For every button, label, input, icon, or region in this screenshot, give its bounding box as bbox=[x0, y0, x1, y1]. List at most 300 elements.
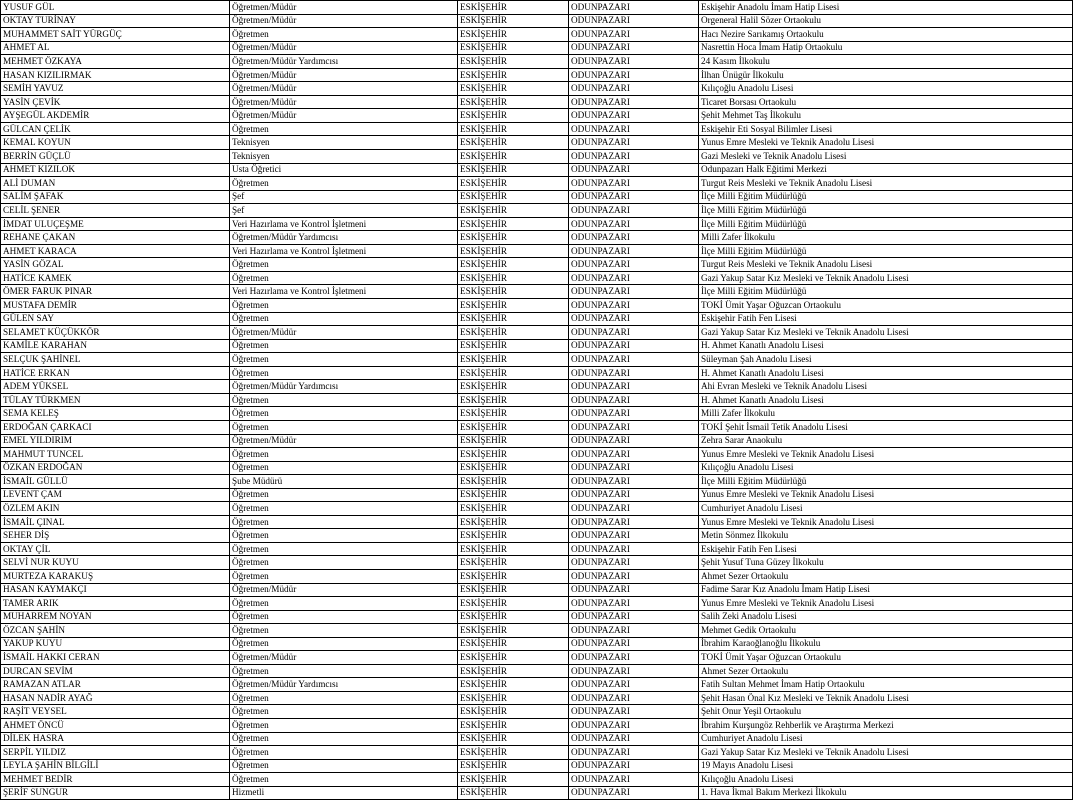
title-cell: Şube Müdürü bbox=[230, 475, 458, 489]
title-cell: Öğretmen bbox=[230, 515, 458, 529]
name-cell: TAMER ARIK bbox=[1, 597, 230, 611]
title-cell: Öğretmen bbox=[230, 556, 458, 570]
school-cell: TOKİ Ümit Yaşar Oğuzcan Ortaokulu bbox=[699, 651, 1073, 665]
name-cell: SERPİL YILDIZ bbox=[1, 746, 230, 760]
title-cell: Öğretmen bbox=[230, 420, 458, 434]
city-cell: ESKİŞEHİR bbox=[458, 68, 569, 82]
city-cell: ESKİŞEHİR bbox=[458, 136, 569, 150]
school-cell: Şehit Onur Yeşil Ortaokulu bbox=[699, 705, 1073, 719]
district-cell: ODUNPAZARI bbox=[569, 651, 699, 665]
table-row bbox=[1, 122, 1073, 136]
name-cell: SEMA KELEŞ bbox=[1, 407, 230, 421]
district-cell: ODUNPAZARI bbox=[569, 556, 699, 570]
city-cell: ESKİŞEHİR bbox=[458, 82, 569, 96]
district-cell: ODUNPAZARI bbox=[569, 746, 699, 760]
name-cell: YASİN GÖZAL bbox=[1, 258, 230, 272]
city-cell: ESKİŞEHİR bbox=[458, 217, 569, 231]
title-cell: Şef bbox=[230, 204, 458, 218]
district-cell: ODUNPAZARI bbox=[569, 475, 699, 489]
name-cell: SEMİH YAVUZ bbox=[1, 82, 230, 96]
name-cell: ÖZKAN ERDOĞAN bbox=[1, 461, 230, 475]
name-cell: KAMİLE KARAHAN bbox=[1, 339, 230, 353]
name-cell: MURTEZA KARAKUŞ bbox=[1, 569, 230, 583]
table-row bbox=[1, 353, 1073, 367]
district-cell: ODUNPAZARI bbox=[569, 271, 699, 285]
name-cell: REHANE ÇAKAN bbox=[1, 231, 230, 245]
school-cell: Ticaret Borsası Ortaokulu bbox=[699, 95, 1073, 109]
district-cell: ODUNPAZARI bbox=[569, 299, 699, 313]
table-row bbox=[1, 285, 1073, 299]
city-cell: ESKİŞEHİR bbox=[458, 718, 569, 732]
table-row bbox=[1, 136, 1073, 150]
title-cell: Öğretmen bbox=[230, 366, 458, 380]
district-cell: ODUNPAZARI bbox=[569, 434, 699, 448]
title-cell: Teknisyen bbox=[230, 150, 458, 164]
name-cell: AHMET ÖNCÜ bbox=[1, 718, 230, 732]
school-cell: Nasrettin Hoca İmam Hatip Ortaokulu bbox=[699, 41, 1073, 55]
table-row bbox=[1, 326, 1073, 340]
title-cell: Öğretmen bbox=[230, 718, 458, 732]
table-row bbox=[1, 773, 1073, 787]
school-cell: Zehra Sarar Anaokulu bbox=[699, 434, 1073, 448]
district-cell: ODUNPAZARI bbox=[569, 732, 699, 746]
title-cell: Veri Hazırlama ve Kontrol İşletmeni bbox=[230, 285, 458, 299]
name-cell: HATİCE ERKAN bbox=[1, 366, 230, 380]
school-cell: Şehit Hasan Önal Kız Mesleki ve Teknik Anadolu Lisesi bbox=[699, 691, 1073, 705]
title-cell: Öğretmen bbox=[230, 353, 458, 367]
title-cell: Öğretmen bbox=[230, 569, 458, 583]
school-cell: Fadime Sarar Kız Anadolu İmam Hatip Lisesi bbox=[699, 583, 1073, 597]
table-row bbox=[1, 244, 1073, 258]
table-row bbox=[1, 678, 1073, 692]
school-cell: Süleyman Şah Anadolu Lisesi bbox=[699, 353, 1073, 367]
city-cell: ESKİŞEHİR bbox=[458, 461, 569, 475]
city-cell: ESKİŞEHİR bbox=[458, 55, 569, 69]
school-cell: TOKİ Şehit İsmail Tetik Anadolu Lisesi bbox=[699, 420, 1073, 434]
table-row bbox=[1, 258, 1073, 272]
school-cell: Eskişehir Eti Sosyal Bilimler Lisesi bbox=[699, 122, 1073, 136]
district-cell: ODUNPAZARI bbox=[569, 244, 699, 258]
city-cell: ESKİŞEHİR bbox=[458, 664, 569, 678]
name-cell: HASAN KIZILIRMAK bbox=[1, 68, 230, 82]
school-cell: Eskişehir Anadolu İmam Hatip Lisesi bbox=[699, 1, 1073, 15]
table-row bbox=[1, 68, 1073, 82]
name-cell: HATİCE KAMEK bbox=[1, 271, 230, 285]
name-cell: DURCAN SEVİM bbox=[1, 664, 230, 678]
name-cell: AHMET AL bbox=[1, 41, 230, 55]
table-row bbox=[1, 651, 1073, 665]
district-cell: ODUNPAZARI bbox=[569, 312, 699, 326]
school-cell: Milli Zafer İlkokulu bbox=[699, 231, 1073, 245]
district-cell: ODUNPAZARI bbox=[569, 217, 699, 231]
city-cell: ESKİŞEHİR bbox=[458, 678, 569, 692]
district-cell: ODUNPAZARI bbox=[569, 718, 699, 732]
title-cell: Öğretmen bbox=[230, 312, 458, 326]
city-cell: ESKİŞEHİR bbox=[458, 14, 569, 28]
title-cell: Öğretmen bbox=[230, 664, 458, 678]
table-row bbox=[1, 14, 1073, 28]
school-cell: Turgut Reis Mesleki ve Teknik Anadolu Lisesi bbox=[699, 258, 1073, 272]
school-cell: Yunus Emre Mesleki ve Teknik Anadolu Lisesi bbox=[699, 136, 1073, 150]
city-cell: ESKİŞEHİR bbox=[458, 407, 569, 421]
school-cell: Kılıçoğlu Anadolu Lisesi bbox=[699, 773, 1073, 787]
city-cell: ESKİŞEHİR bbox=[458, 163, 569, 177]
table-row bbox=[1, 448, 1073, 462]
city-cell: ESKİŞEHİR bbox=[458, 502, 569, 516]
name-cell: MUHAMMET SAİT YÜRGÜÇ bbox=[1, 28, 230, 42]
table-row bbox=[1, 82, 1073, 96]
district-cell: ODUNPAZARI bbox=[569, 678, 699, 692]
table-row bbox=[1, 434, 1073, 448]
title-cell: Öğretmen bbox=[230, 759, 458, 773]
city-cell: ESKİŞEHİR bbox=[458, 271, 569, 285]
title-cell: Öğretmen bbox=[230, 299, 458, 313]
school-cell: İbrahim Kurşungöz Rehberlik ve Araştırma Merkezi bbox=[699, 718, 1073, 732]
title-cell: Öğretmen bbox=[230, 624, 458, 638]
city-cell: ESKİŞEHİR bbox=[458, 448, 569, 462]
table-row bbox=[1, 691, 1073, 705]
table-row bbox=[1, 610, 1073, 624]
name-cell: MEHMET BEDİR bbox=[1, 773, 230, 787]
table-row bbox=[1, 380, 1073, 394]
district-cell: ODUNPAZARI bbox=[569, 14, 699, 28]
city-cell: ESKİŞEHİR bbox=[458, 556, 569, 570]
table-row bbox=[1, 461, 1073, 475]
district-cell: ODUNPAZARI bbox=[569, 380, 699, 394]
district-cell: ODUNPAZARI bbox=[569, 353, 699, 367]
table-row bbox=[1, 705, 1073, 719]
table-row bbox=[1, 624, 1073, 638]
table-row bbox=[1, 393, 1073, 407]
city-cell: ESKİŞEHİR bbox=[458, 312, 569, 326]
table-row bbox=[1, 637, 1073, 651]
name-cell: GÜLCAN ÇELİK bbox=[1, 122, 230, 136]
name-cell: SELVİ NUR KUYU bbox=[1, 556, 230, 570]
table-row bbox=[1, 556, 1073, 570]
table-row bbox=[1, 786, 1073, 800]
title-cell: Öğretmen bbox=[230, 597, 458, 611]
title-cell: Öğretmen/Müdür bbox=[230, 1, 458, 15]
title-cell: Öğretmen bbox=[230, 610, 458, 624]
table-row bbox=[1, 1, 1073, 15]
district-cell: ODUNPAZARI bbox=[569, 759, 699, 773]
district-cell: ODUNPAZARI bbox=[569, 461, 699, 475]
school-cell: Gazi Mesleki ve Teknik Anadolu Lisesi bbox=[699, 150, 1073, 164]
district-cell: ODUNPAZARI bbox=[569, 41, 699, 55]
school-cell: Milli Zafer İlkokulu bbox=[699, 407, 1073, 421]
district-cell: ODUNPAZARI bbox=[569, 569, 699, 583]
title-cell: Öğretmen/Müdür bbox=[230, 109, 458, 123]
district-cell: ODUNPAZARI bbox=[569, 583, 699, 597]
name-cell: OKTAY ÇİL bbox=[1, 542, 230, 556]
district-cell: ODUNPAZARI bbox=[569, 610, 699, 624]
school-cell: İbrahim Karaoğlanoğlu İlkokulu bbox=[699, 637, 1073, 651]
school-cell: Hacı Nezire Sarıkamış Ortaokulu bbox=[699, 28, 1073, 42]
city-cell: ESKİŞEHİR bbox=[458, 651, 569, 665]
table-row bbox=[1, 597, 1073, 611]
title-cell: Öğretmen bbox=[230, 407, 458, 421]
name-cell: CELİL ŞENER bbox=[1, 204, 230, 218]
district-cell: ODUNPAZARI bbox=[569, 407, 699, 421]
school-cell: 24 Kasım İlkokulu bbox=[699, 55, 1073, 69]
name-cell: ÖZLEM AKIN bbox=[1, 502, 230, 516]
district-cell: ODUNPAZARI bbox=[569, 109, 699, 123]
city-cell: ESKİŞEHİR bbox=[458, 434, 569, 448]
district-cell: ODUNPAZARI bbox=[569, 542, 699, 556]
name-cell: MUSTAFA DEMİR bbox=[1, 299, 230, 313]
title-cell: Öğretmen bbox=[230, 502, 458, 516]
title-cell: Öğretmen bbox=[230, 461, 458, 475]
school-cell: Yunus Emre Mesleki ve Teknik Anadolu Lisesi bbox=[699, 488, 1073, 502]
name-cell: EMEL YILDIRIM bbox=[1, 434, 230, 448]
name-cell: SEHER DİŞ bbox=[1, 529, 230, 543]
name-cell: SELÇUK ŞAHİNEL bbox=[1, 353, 230, 367]
school-cell: 1. Hava İkmal Bakım Merkezi İlkokulu bbox=[699, 786, 1073, 800]
city-cell: ESKİŞEHİR bbox=[458, 732, 569, 746]
title-cell: Öğretmen/Müdür bbox=[230, 82, 458, 96]
title-cell: Öğretmen bbox=[230, 529, 458, 543]
school-cell: 19 Mayıs Anadolu Lisesi bbox=[699, 759, 1073, 773]
school-cell: Gazi Yakup Satar Kız Mesleki ve Teknik Anadolu Lisesi bbox=[699, 746, 1073, 760]
school-cell: İlçe Milli Eğitim Müdürlüğü bbox=[699, 204, 1073, 218]
name-cell: İSMAİL GÜLLÜ bbox=[1, 475, 230, 489]
city-cell: ESKİŞEHİR bbox=[458, 786, 569, 800]
name-cell: TÜLAY TÜRKMEN bbox=[1, 393, 230, 407]
city-cell: ESKİŞEHİR bbox=[458, 637, 569, 651]
name-cell: HASAN NADİR AYAĞ bbox=[1, 691, 230, 705]
city-cell: ESKİŞEHİR bbox=[458, 1, 569, 15]
name-cell: BERRİN GÜÇLÜ bbox=[1, 150, 230, 164]
name-cell: ADEM YÜKSEL bbox=[1, 380, 230, 394]
city-cell: ESKİŞEHİR bbox=[458, 380, 569, 394]
table-row bbox=[1, 339, 1073, 353]
district-cell: ODUNPAZARI bbox=[569, 326, 699, 340]
school-cell: Orgeneral Halil Sözer Ortaokulu bbox=[699, 14, 1073, 28]
city-cell: ESKİŞEHİR bbox=[458, 299, 569, 313]
name-cell: İSMAİL ÇINAL bbox=[1, 515, 230, 529]
table-row bbox=[1, 488, 1073, 502]
school-cell: Cumhuriyet Anadolu Lisesi bbox=[699, 502, 1073, 516]
district-cell: ODUNPAZARI bbox=[569, 529, 699, 543]
city-cell: ESKİŞEHİR bbox=[458, 244, 569, 258]
district-cell: ODUNPAZARI bbox=[569, 231, 699, 245]
title-cell: Öğretmen bbox=[230, 705, 458, 719]
school-cell: İlçe Milli Eğitim Müdürlüğü bbox=[699, 217, 1073, 231]
table-row bbox=[1, 150, 1073, 164]
city-cell: ESKİŞEHİR bbox=[458, 393, 569, 407]
district-cell: ODUNPAZARI bbox=[569, 339, 699, 353]
title-cell: Öğretmen/Müdür Yardımcısı bbox=[230, 678, 458, 692]
name-cell: AYŞEGÜL AKDEMİR bbox=[1, 109, 230, 123]
title-cell: Şef bbox=[230, 190, 458, 204]
school-cell: Kılıçoğlu Anadolu Lisesi bbox=[699, 82, 1073, 96]
school-cell: İlçe Milli Eğitim Müdürlüğü bbox=[699, 475, 1073, 489]
district-cell: ODUNPAZARI bbox=[569, 258, 699, 272]
district-cell: ODUNPAZARI bbox=[569, 502, 699, 516]
city-cell: ESKİŞEHİR bbox=[458, 583, 569, 597]
city-cell: ESKİŞEHİR bbox=[458, 488, 569, 502]
name-cell: YAKUP KUYU bbox=[1, 637, 230, 651]
school-cell: Metin Sönmez İlkokulu bbox=[699, 529, 1073, 543]
table-row bbox=[1, 204, 1073, 218]
title-cell: Öğretmen bbox=[230, 271, 458, 285]
table-row bbox=[1, 109, 1073, 123]
school-cell: H. Ahmet Kanatlı Anadolu Lisesi bbox=[699, 393, 1073, 407]
title-cell: Öğretmen/Müdür bbox=[230, 95, 458, 109]
name-cell: YASİN ÇEVİK bbox=[1, 95, 230, 109]
title-cell: Öğretmen bbox=[230, 637, 458, 651]
title-cell: Öğretmen bbox=[230, 393, 458, 407]
school-cell: Mehmet Gedik Ortaokulu bbox=[699, 624, 1073, 638]
title-cell: Öğretmen bbox=[230, 339, 458, 353]
name-cell: OKTAY TURİNAY bbox=[1, 14, 230, 28]
name-cell: MUHARREM NOYAN bbox=[1, 610, 230, 624]
table-row bbox=[1, 475, 1073, 489]
table-row bbox=[1, 718, 1073, 732]
title-cell: Veri Hazırlama ve Kontrol İşletmeni bbox=[230, 244, 458, 258]
title-cell: Usta Öğretici bbox=[230, 163, 458, 177]
table-row bbox=[1, 190, 1073, 204]
title-cell: Öğretmen bbox=[230, 732, 458, 746]
district-cell: ODUNPAZARI bbox=[569, 691, 699, 705]
school-cell: H. Ahmet Kanatlı Anadolu Lisesi bbox=[699, 339, 1073, 353]
name-cell: HASAN KAYMAKÇI bbox=[1, 583, 230, 597]
title-cell: Öğretmen/Müdür Yardımcısı bbox=[230, 55, 458, 69]
city-cell: ESKİŞEHİR bbox=[458, 624, 569, 638]
district-cell: ODUNPAZARI bbox=[569, 136, 699, 150]
district-cell: ODUNPAZARI bbox=[569, 488, 699, 502]
city-cell: ESKİŞEHİR bbox=[458, 326, 569, 340]
school-cell: Şehit Yusuf Tuna Güzey İlkokulu bbox=[699, 556, 1073, 570]
city-cell: ESKİŞEHİR bbox=[458, 515, 569, 529]
name-cell: AHMET KIZILOK bbox=[1, 163, 230, 177]
school-cell: Ahmet Sezer Ortaokulu bbox=[699, 664, 1073, 678]
city-cell: ESKİŞEHİR bbox=[458, 339, 569, 353]
district-cell: ODUNPAZARI bbox=[569, 786, 699, 800]
title-cell: Teknisyen bbox=[230, 136, 458, 150]
name-cell: MEHMET ÖZKAYA bbox=[1, 55, 230, 69]
table-row bbox=[1, 231, 1073, 245]
district-cell: ODUNPAZARI bbox=[569, 204, 699, 218]
name-cell: ALİ DUMAN bbox=[1, 177, 230, 191]
district-cell: ODUNPAZARI bbox=[569, 773, 699, 787]
district-cell: ODUNPAZARI bbox=[569, 448, 699, 462]
title-cell: Öğretmen bbox=[230, 258, 458, 272]
table-row bbox=[1, 583, 1073, 597]
title-cell: Öğretmen bbox=[230, 488, 458, 502]
title-cell: Öğretmen bbox=[230, 542, 458, 556]
city-cell: ESKİŞEHİR bbox=[458, 746, 569, 760]
city-cell: ESKİŞEHİR bbox=[458, 231, 569, 245]
name-cell: LEYLA ŞAHİN BİLGİLİ bbox=[1, 759, 230, 773]
school-cell: Eskişehir Fatih Fen Lisesi bbox=[699, 312, 1073, 326]
school-cell: H. Ahmet Kanatlı Anadolu Lisesi bbox=[699, 366, 1073, 380]
name-cell: SELAMET KÜÇÜKKÖR bbox=[1, 326, 230, 340]
district-cell: ODUNPAZARI bbox=[569, 515, 699, 529]
title-cell: Öğretmen bbox=[230, 177, 458, 191]
name-cell: DİLEK HASRA bbox=[1, 732, 230, 746]
title-cell: Öğretmen bbox=[230, 122, 458, 136]
district-cell: ODUNPAZARI bbox=[569, 150, 699, 164]
district-cell: ODUNPAZARI bbox=[569, 366, 699, 380]
table-row bbox=[1, 407, 1073, 421]
district-cell: ODUNPAZARI bbox=[569, 637, 699, 651]
school-cell: Eskişehir Fatih Fen Lisesi bbox=[699, 542, 1073, 556]
city-cell: ESKİŞEHİR bbox=[458, 597, 569, 611]
district-cell: ODUNPAZARI bbox=[569, 163, 699, 177]
name-cell: SALİM ŞAFAK bbox=[1, 190, 230, 204]
table-row bbox=[1, 95, 1073, 109]
table-row bbox=[1, 217, 1073, 231]
title-cell: Öğretmen/Müdür Yardımcısı bbox=[230, 231, 458, 245]
table-row bbox=[1, 177, 1073, 191]
district-cell: ODUNPAZARI bbox=[569, 705, 699, 719]
school-cell: İlçe Milli Eğitim Müdürlüğü bbox=[699, 244, 1073, 258]
city-cell: ESKİŞEHİR bbox=[458, 610, 569, 624]
city-cell: ESKİŞEHİR bbox=[458, 285, 569, 299]
name-cell: ERDOĞAN ÇARKACI bbox=[1, 420, 230, 434]
city-cell: ESKİŞEHİR bbox=[458, 190, 569, 204]
school-cell: Yunus Emre Mesleki ve Teknik Anadolu Lisesi bbox=[699, 597, 1073, 611]
district-cell: ODUNPAZARI bbox=[569, 393, 699, 407]
city-cell: ESKİŞEHİR bbox=[458, 569, 569, 583]
title-cell: Öğretmen/Müdür Yardımcısı bbox=[230, 380, 458, 394]
school-cell: İlçe Milli Eğitim Müdürlüğü bbox=[699, 190, 1073, 204]
table-row bbox=[1, 664, 1073, 678]
city-cell: ESKİŞEHİR bbox=[458, 28, 569, 42]
city-cell: ESKİŞEHİR bbox=[458, 366, 569, 380]
title-cell: Öğretmen/Müdür bbox=[230, 14, 458, 28]
city-cell: ESKİŞEHİR bbox=[458, 705, 569, 719]
title-cell: Öğretmen bbox=[230, 773, 458, 787]
title-cell: Hizmetli bbox=[230, 786, 458, 800]
school-cell: Gazi Yakup Satar Kız Mesleki ve Teknik Anadolu Lisesi bbox=[699, 326, 1073, 340]
school-cell: Ahi Evran Mesleki ve Teknik Anadolu Lisesi bbox=[699, 380, 1073, 394]
school-cell: İlhan Ünügür İlkokulu bbox=[699, 68, 1073, 82]
name-cell: İMDAT ULUÇEŞME bbox=[1, 217, 230, 231]
name-cell: ÖMER FARUK PINAR bbox=[1, 285, 230, 299]
table-row bbox=[1, 55, 1073, 69]
table-row bbox=[1, 569, 1073, 583]
name-cell: GÜLEN SAY bbox=[1, 312, 230, 326]
city-cell: ESKİŞEHİR bbox=[458, 759, 569, 773]
district-cell: ODUNPAZARI bbox=[569, 82, 699, 96]
district-cell: ODUNPAZARI bbox=[569, 597, 699, 611]
school-cell: Kılıçoğlu Anadolu Lisesi bbox=[699, 461, 1073, 475]
school-cell: Şehit Mehmet Taş İlkokulu bbox=[699, 109, 1073, 123]
school-cell: Salih Zeki Anadolu Lisesi bbox=[699, 610, 1073, 624]
school-cell: Cumhuriyet Anadolu Lisesi bbox=[699, 732, 1073, 746]
name-cell: KEMAL KOYUN bbox=[1, 136, 230, 150]
school-cell: Turgut Reis Mesleki ve Teknik Anadolu Lisesi bbox=[699, 177, 1073, 191]
title-cell: Öğretmen/Müdür bbox=[230, 583, 458, 597]
school-cell: Yunus Emre Mesleki ve Teknik Anadolu Lisesi bbox=[699, 448, 1073, 462]
school-cell: Ahmet Sezer Ortaokulu bbox=[699, 569, 1073, 583]
table-row bbox=[1, 529, 1073, 543]
title-cell: Veri Hazırlama ve Kontrol İşletmeni bbox=[230, 217, 458, 231]
title-cell: Öğretmen bbox=[230, 746, 458, 760]
name-cell: YUSUF GÜL bbox=[1, 1, 230, 15]
title-cell: Öğretmen/Müdür bbox=[230, 68, 458, 82]
title-cell: Öğretmen bbox=[230, 28, 458, 42]
school-cell: TOKİ Ümit Yaşar Oğuzcan Ortaokulu bbox=[699, 299, 1073, 313]
district-cell: ODUNPAZARI bbox=[569, 95, 699, 109]
school-cell: Gazi Yakup Satar Kız Mesleki ve Teknik Anadolu Lisesi bbox=[699, 271, 1073, 285]
name-cell: LEVENT ÇAM bbox=[1, 488, 230, 502]
table-row bbox=[1, 366, 1073, 380]
table-row bbox=[1, 28, 1073, 42]
table-row bbox=[1, 502, 1073, 516]
